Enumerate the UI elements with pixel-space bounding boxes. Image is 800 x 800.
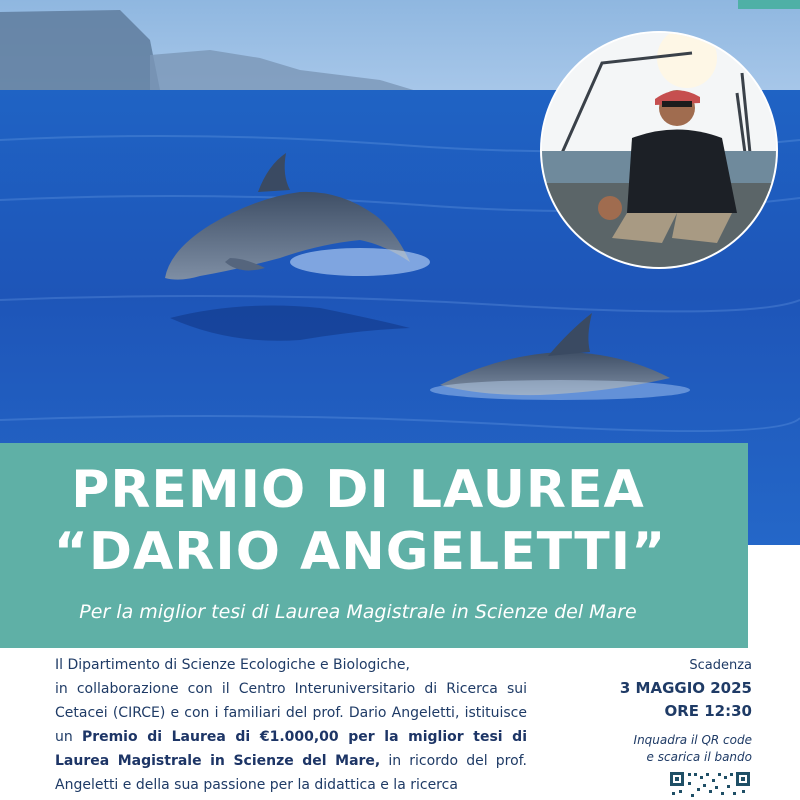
announcement-text: [55, 653, 527, 797]
qr-hint-line1: Inquadra il QR code: [633, 733, 752, 747]
prize-highlight: Premio di Laurea di €1.000,00 per la miglior tesi di Laurea Magistrale in Scienze del Mare,: [55, 729, 528, 769]
prize-subtitle: Per la miglior tesi di Laurea Magistrale in Scienze del Mare: [79, 601, 637, 623]
qr-code-icon[interactable]: [668, 770, 752, 800]
qr-hint: [552, 732, 752, 766]
announcement-tail: in ricordo del prof. Angeletti e della sua passione per la didattica e la ricerca: [55, 753, 527, 793]
deadline-date: 3 MAGGIO 2025: [619, 679, 752, 697]
man-on-boat-portrait: [542, 33, 776, 267]
prize-title: PREMIO DI LAUREA: [71, 460, 645, 520]
prize-name: “DARIO ANGELETTI”: [53, 522, 667, 582]
title-band: [0, 443, 748, 648]
announcement-intro: in collaborazione con il Centro Interuniversitario di Ricerca sui Cetacei (CIRCE) e con i familiari del prof. Dario Angeletti, istituisce un: [55, 681, 527, 745]
announcement-line: Il Dipartimento di Scienze Ecologiche e Biologiche,: [55, 657, 410, 673]
deadline-label: Scadenza: [689, 658, 752, 673]
announcement-paragraph: [55, 677, 527, 797]
corner-accent-bar: [738, 0, 800, 9]
deadline-time: ORE 12:30: [664, 702, 752, 720]
deadline-block: [552, 656, 752, 766]
qr-hint-line2: e scarica il bando: [646, 750, 752, 764]
